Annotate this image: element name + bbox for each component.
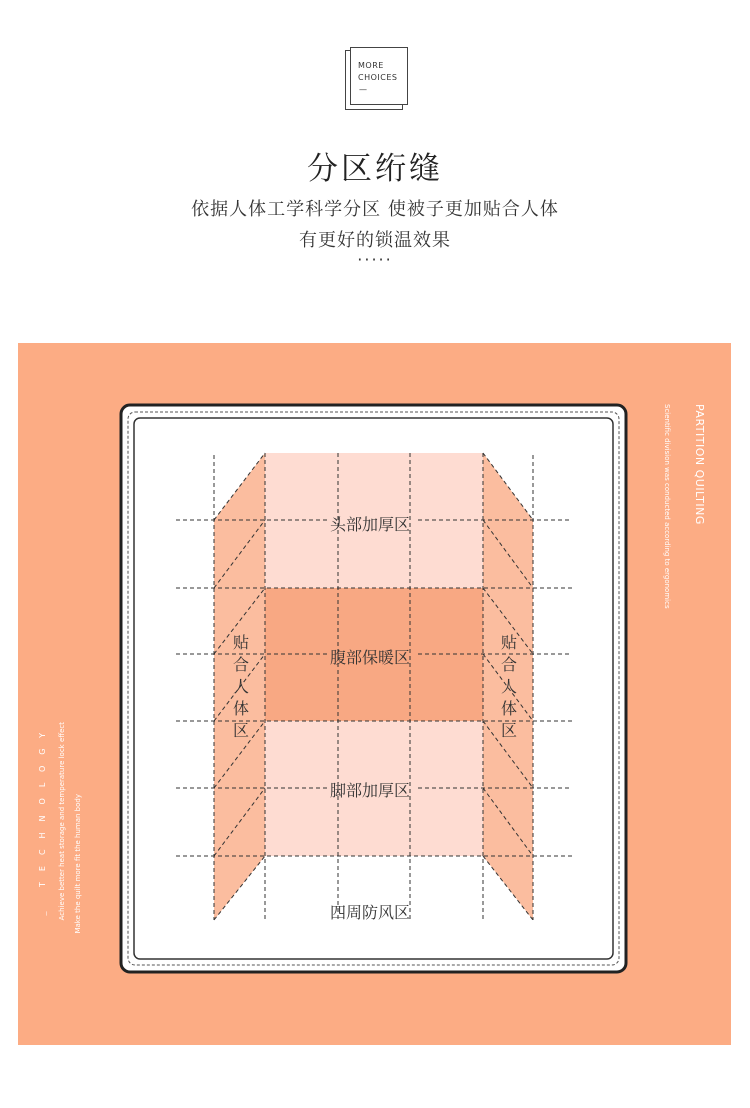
technology-caption-line2: Make the quilt more fit the human body xyxy=(74,794,82,934)
partition-quilting-heading: PARTITION QUILTING xyxy=(693,404,706,525)
page-title: 分区绗缝 xyxy=(307,151,443,187)
belly-zone-label: 腹部保暖区 xyxy=(330,648,411,667)
decorative-dots: ····· xyxy=(357,250,393,269)
badge-line2: CHOICES xyxy=(358,73,398,82)
technology-caption-line1: Achieve better heat storage and temperature lock effect xyxy=(58,722,66,921)
left-side-zone-label: 贴合人体区 xyxy=(232,633,249,740)
right-side-zone-label: 贴合人体区 xyxy=(500,633,517,740)
badge-dash: — xyxy=(359,85,368,94)
technology-heading: _ TECHNOLOGY xyxy=(38,722,47,916)
edge-zone-label: 四周防风区 xyxy=(330,903,411,922)
foot-zone-label: 脚部加厚区 xyxy=(330,781,411,800)
subtitle-line2: 有更好的锁温效果 xyxy=(299,230,451,251)
head-zone-label: 头部加厚区 xyxy=(330,515,411,534)
subtitle-line1: 依据人体工学科学分区 使被子更加贴合人体 xyxy=(191,199,559,220)
partition-quilting-caption: Scientific division was conducted according to ergonomics xyxy=(663,404,671,609)
badge-line1: MORE xyxy=(358,61,384,70)
